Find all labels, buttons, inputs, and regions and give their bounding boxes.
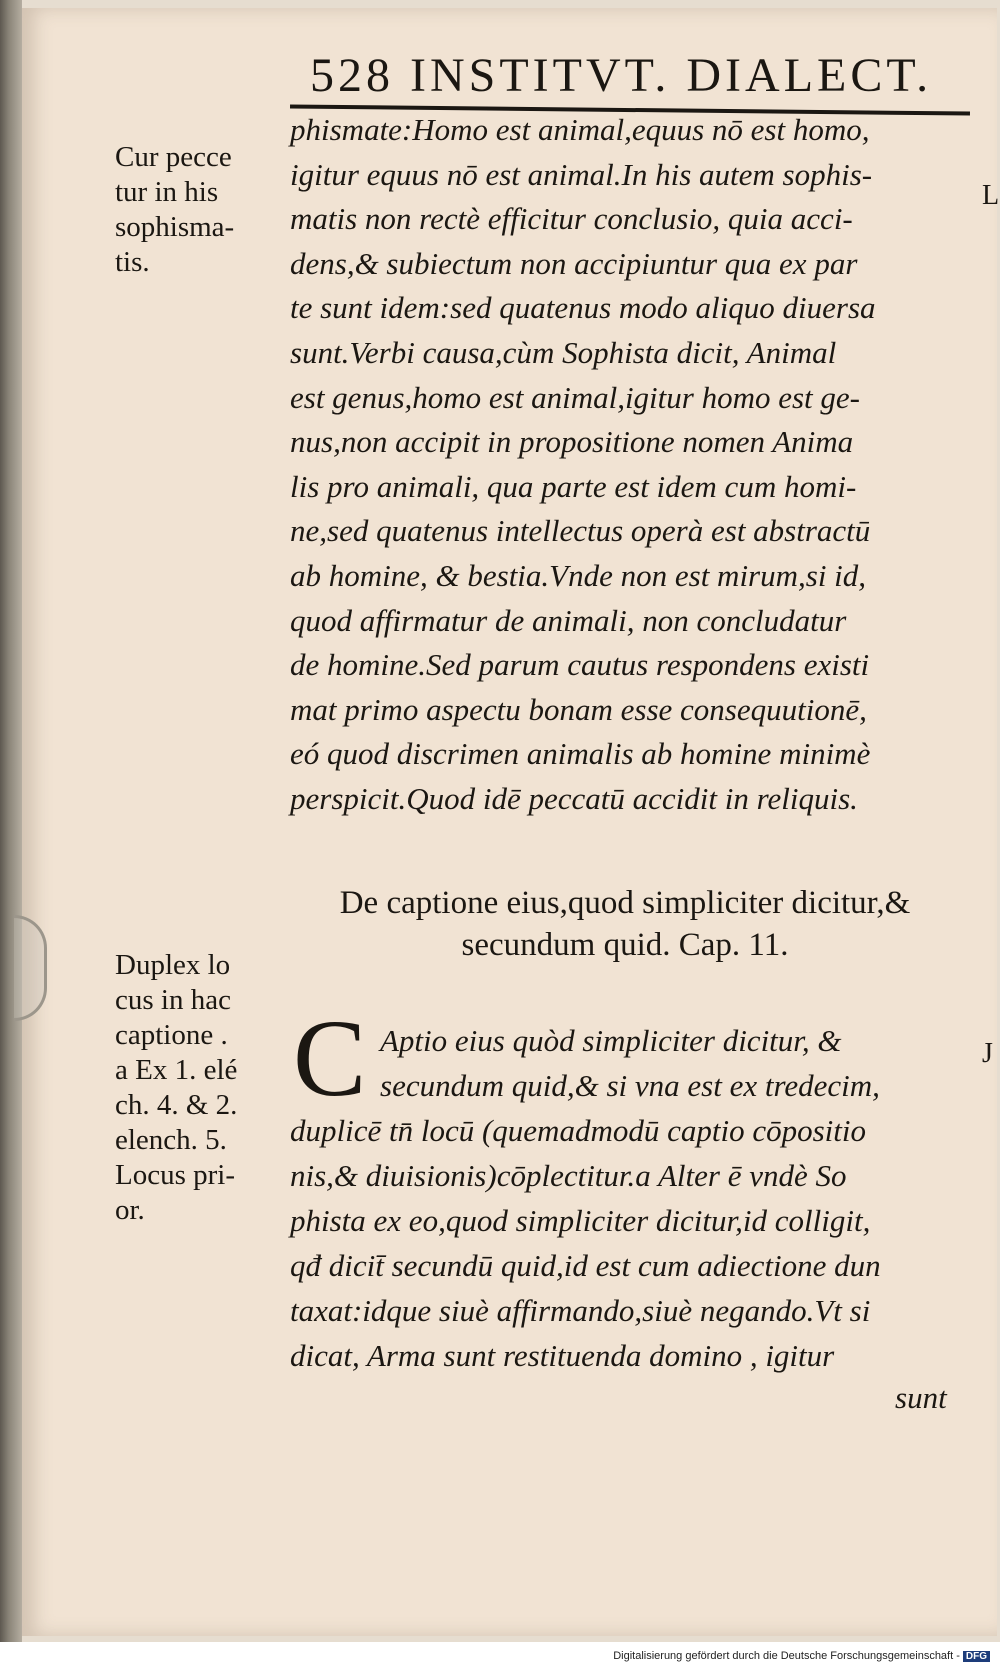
- text-line: qđ dicit̄ secundū quid,id est cum adiectione dun: [290, 1248, 881, 1283]
- edge-character: L: [982, 180, 1000, 211]
- text-line: lis pro animali, qua parte est idem cum homi-: [290, 468, 857, 504]
- text-line: est genus,homo est animal,igitur homo est ge-: [290, 379, 861, 415]
- text-line: mat primo aspectu bonam esse consequutionē,: [290, 691, 867, 727]
- chapter-heading: [290, 882, 960, 966]
- text-line: igitur equus nō est animal.In his autem sophis-: [290, 156, 873, 192]
- margin-note-2: Duplex lo cus in hac captione . a Ex 1. elé ch. 4. & 2. elench. 5. Locus pri- or.: [115, 949, 238, 1226]
- digitization-footer: [0, 1650, 990, 1662]
- text-line: eó quod discrimen animalis ab homine minimè: [290, 736, 871, 772]
- text-line: Aptio eius quòd simpliciter dicitur, &: [380, 1023, 842, 1058]
- catchword: sunt: [895, 1380, 947, 1415]
- text-line: ab homine, & bestia.Vnde non est mirum,si id,: [290, 557, 867, 593]
- text-line: duplicē tn̄ locū (quemadmodū captio cōpositio: [290, 1113, 866, 1148]
- chapter-number: Cap. 11.: [678, 927, 789, 963]
- paragraph-1: [290, 108, 970, 822]
- text-line: quod affirmatur de animali, non concludatur: [290, 602, 847, 638]
- chapter-heading-line-1: De captione eius,quod simpliciter dicitur,&: [339, 885, 911, 921]
- edge-character: J: [982, 1038, 993, 1069]
- dfg-logo: DFG: [963, 1651, 990, 1662]
- text-line: ne,sed quatenus intellectus operà est abstractū: [290, 513, 871, 549]
- text-line: phismate:Homo est animal,equus nō est homo,: [290, 112, 870, 147]
- text-line: sunt.Verbi causa,cùm Sophista dicit, Animal: [290, 334, 837, 370]
- chapter-heading-line-2: [290, 924, 960, 966]
- text-line: nis,& diuisionis)cōplectitur.a Alter ē vndè So: [290, 1158, 847, 1193]
- footer-text: Digitalisierung gefördert durch die Deutsche Forschungsgemeinschaft -: [613, 1650, 960, 1662]
- running-header: 528 INSTITVT. DIALECT.: [310, 49, 933, 102]
- page-clip: [14, 915, 47, 1021]
- drop-cap: C: [293, 997, 367, 1119]
- text-line: dens,& subiectum non accipiuntur qua ex par: [290, 245, 858, 281]
- chapter-subtitle: secundum quid.: [461, 927, 671, 963]
- text-line: secundum quid,& si vna est ex tredecim,: [380, 1068, 880, 1103]
- text-line: perspicit.Quod idē peccatū accidit in reliquis.: [290, 780, 858, 816]
- text-line: te sunt idem:sed quatenus modo aliquo diuersa: [290, 290, 876, 326]
- text-line: taxat:idque siuè affirmando,siuè negando.Vt si: [290, 1293, 871, 1328]
- text-line: de homine.Sed parum cautus respondens existi: [290, 647, 870, 683]
- text-line: phista ex eo,quod simpliciter dicitur,id colligit,: [290, 1203, 871, 1238]
- text-line: dicat, Arma sunt restituenda domino , igitur: [290, 1338, 835, 1373]
- text-line: matis non rectè efficitur conclusio, quia acci-: [290, 201, 853, 237]
- paragraph-2: [290, 1018, 970, 1378]
- book-binding: [0, 0, 22, 1642]
- text-line: nus,non accipit in propositione nomen Anima: [290, 424, 854, 460]
- margin-note-1: Cur pecce tur in his sophisma- tis.: [115, 141, 235, 278]
